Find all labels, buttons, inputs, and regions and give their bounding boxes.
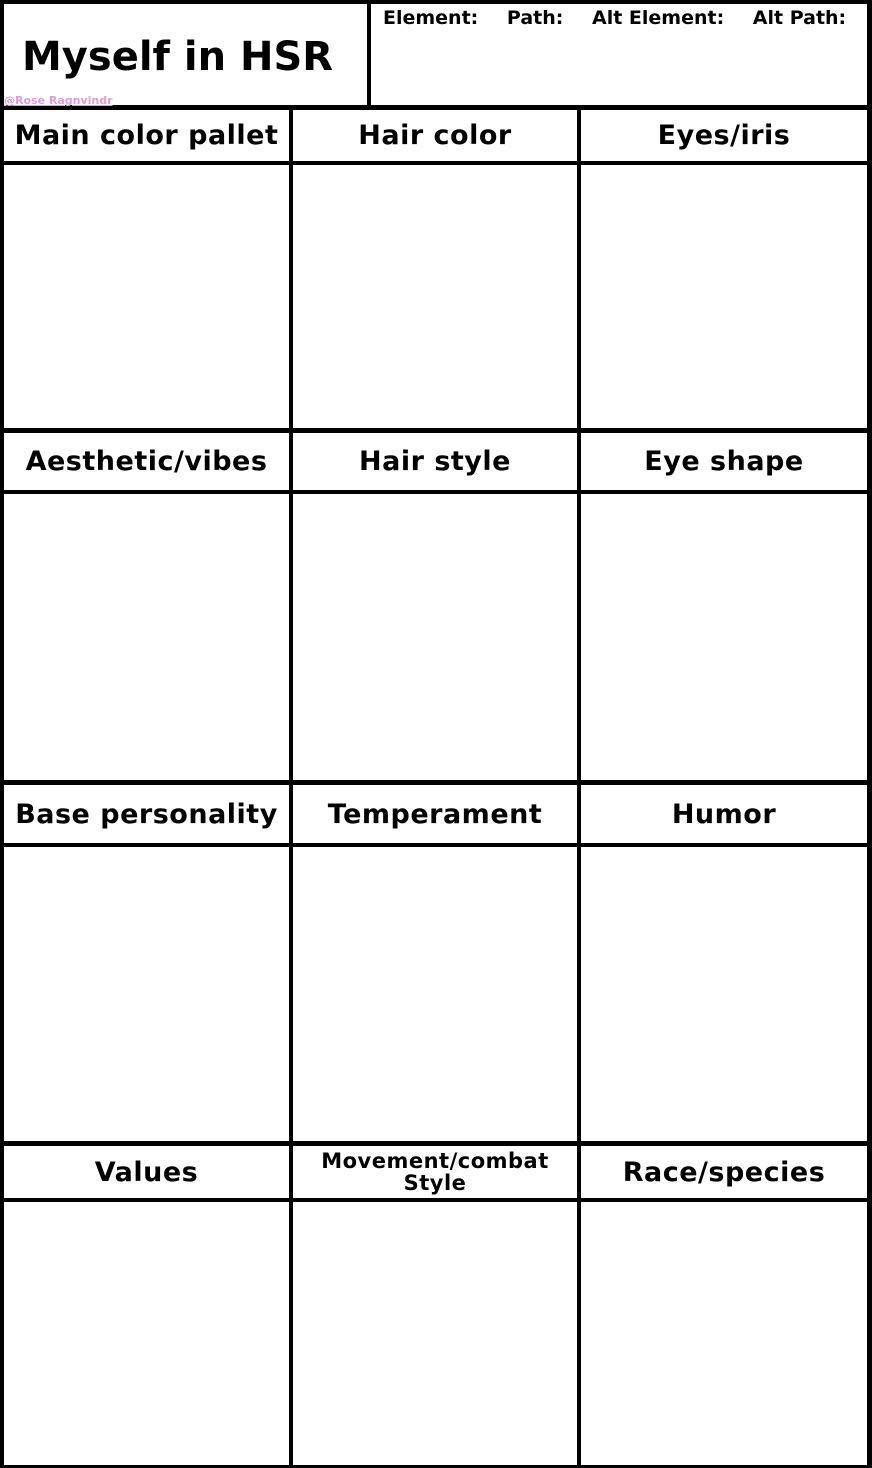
- header-hair-style: Hair style: [293, 433, 577, 490]
- cell-movement-combat-style[interactable]: [293, 1202, 577, 1465]
- alt-path-label: Alt Path:: [752, 7, 847, 29]
- page-title: Myself in HSR: [22, 34, 334, 80]
- path-label: Path:: [506, 7, 564, 29]
- cell-hair-style[interactable]: [293, 494, 577, 780]
- header-temperament: Temperament: [293, 785, 577, 843]
- cell-humor[interactable]: [581, 847, 867, 1141]
- cell-aesthetic-vibes[interactable]: [4, 494, 289, 780]
- header-base-personality: Base personality: [4, 785, 289, 843]
- header-race-species: Race/species: [581, 1146, 867, 1198]
- header-aesthetic-vibes: Aesthetic/vibes: [4, 433, 289, 490]
- header-values: Values: [4, 1146, 289, 1198]
- cell-base-personality[interactable]: [4, 847, 289, 1141]
- header-main-color-pallet: Main color pallet: [4, 110, 289, 161]
- header-eye-shape: Eye shape: [581, 433, 867, 490]
- cell-eyes-iris[interactable]: [581, 165, 867, 428]
- alt-element-label: Alt Element:: [591, 7, 725, 29]
- cell-race-species[interactable]: [581, 1202, 867, 1465]
- header-hair-color: Hair color: [293, 110, 577, 161]
- header-movement-combat-style: [293, 1146, 577, 1198]
- cell-main-color-pallet[interactable]: [4, 165, 289, 428]
- title-box: [4, 4, 367, 105]
- cell-values[interactable]: [4, 1202, 289, 1465]
- element-path-box[interactable]: [371, 4, 867, 105]
- header-humor: Humor: [581, 785, 867, 843]
- cell-temperament[interactable]: [293, 847, 577, 1141]
- element-label: Element:: [383, 7, 479, 29]
- header-movement-line2: Style: [403, 1171, 467, 1195]
- cell-hair-color[interactable]: [293, 165, 577, 428]
- header-eyes-iris: Eyes/iris: [581, 110, 867, 161]
- watermark: @Rose Ragnvindr: [4, 94, 113, 107]
- header-movement-line1: Movement/combat: [321, 1149, 549, 1173]
- cell-eye-shape[interactable]: [581, 494, 867, 780]
